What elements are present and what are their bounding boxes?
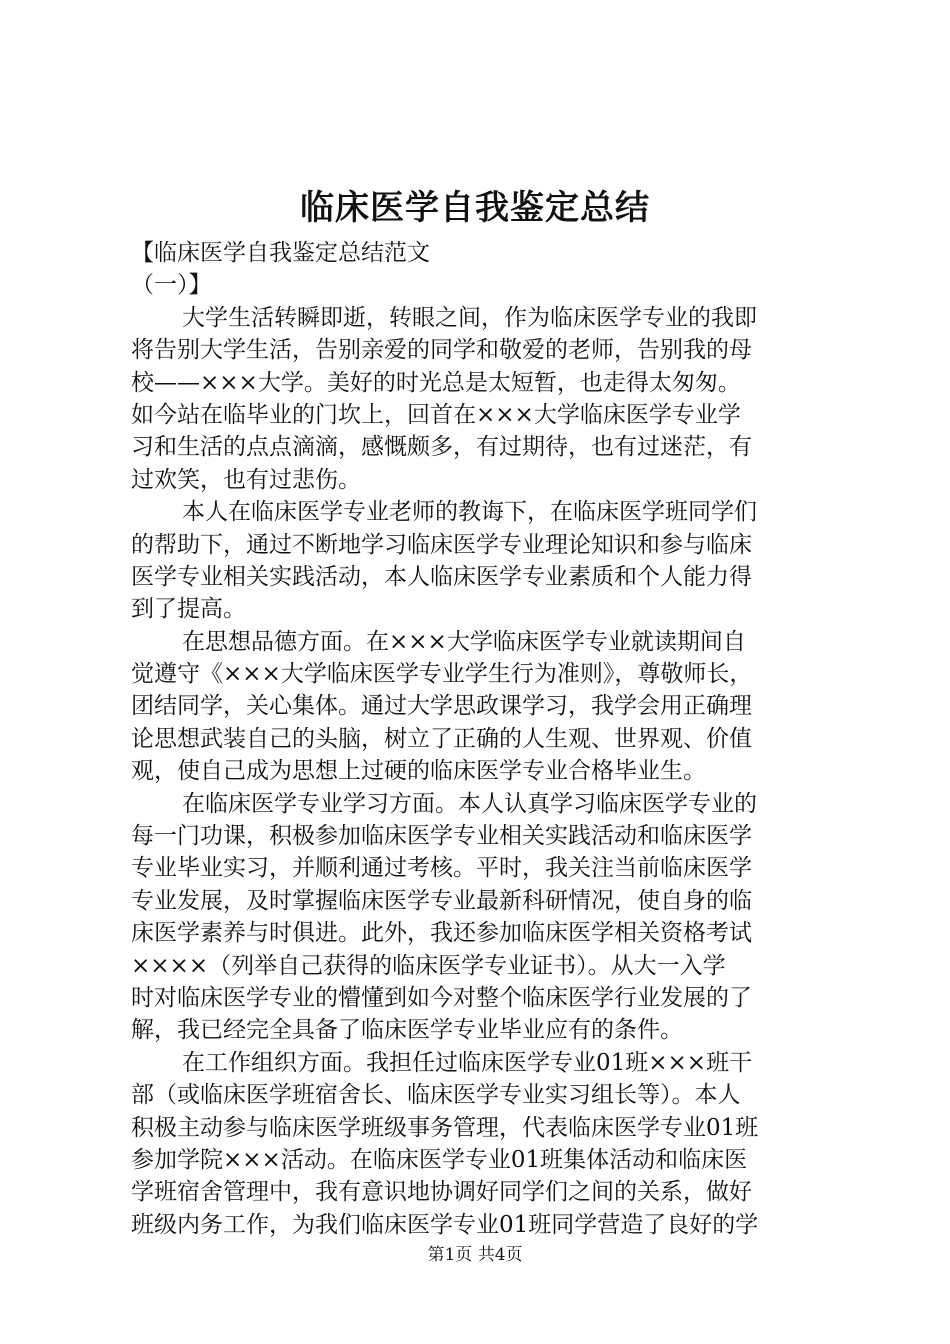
paragraph-line: 积极主动参与临床医学班级事务管理，代表临床医学专业01班	[131, 1114, 759, 1141]
paragraph-line: 校——×××大学。美好的时光总是太短暂，也走得太匆匆。	[131, 369, 741, 396]
paragraph-line: ××××（列举自己获得的临床医学专业证书）。从大一入学	[131, 952, 726, 979]
paragraph-line: 的帮助下，通过不断地学习临床医学专业理论知识和参与临床	[131, 531, 752, 558]
paragraph-line: 参加学院×××活动。在临床医学专业01班集体活动和临床医	[131, 1146, 748, 1173]
paragraph-line: 在思想品德方面。在×××大学临床医学专业就读期间自	[182, 628, 746, 655]
paragraph-line: 如今站在临毕业的门坎上，回首在×××大学临床医学专业学	[131, 401, 741, 428]
paragraph-line: 床医学素养与时俱进。此外，我还参加临床医学相关资格考试	[131, 920, 752, 947]
paragraph-line: 习和生活的点点滴滴，感慨颇多，有过期待，也有过迷茫，有	[131, 434, 752, 461]
heading-line: 【临床医学自我鉴定总结范文	[131, 240, 430, 266]
paragraph-line: 时对临床医学专业的懵懂到如今对整个临床医学行业发展的了	[131, 984, 752, 1011]
document-body	[131, 237, 835, 1241]
heading-line: （一）】	[131, 272, 212, 299]
paragraph-line: 部（或临床医学班宿舍长、临床医学专业实习组长等）。本人	[131, 1082, 741, 1109]
paragraph-line: 医学专业相关实践活动，本人临床医学专业素质和个人能力得	[131, 563, 752, 590]
paragraph-line: 在临床医学专业学习方面。本人认真学习临床医学专业的	[182, 790, 757, 817]
paragraph-line: 班级内务工作，为我们临床医学专业01班同学营造了良好的学	[131, 1211, 759, 1238]
paragraph-line: 本人在临床医学专业老师的教诲下，在临床医学班同学们	[182, 499, 757, 526]
paragraph-line: 过欢笑，也有过悲伤。	[131, 466, 361, 493]
paragraph-line: 将告别大学生活，告别亲爱的同学和敬爱的老师，告别我的母	[131, 337, 752, 364]
paragraph-line: 专业毕业实习，并顺利通过考核。平时，我关注当前临床医学	[131, 855, 752, 882]
paragraph-line: 学班宿舍管理中，我有意识地协调好同学们之间的关系，做好	[131, 1179, 752, 1206]
paragraph-line: 在工作组织方面。我担任过临床医学专业01班×××班干	[182, 1049, 753, 1076]
paragraph-line: 到了提高。	[131, 596, 246, 623]
paragraph-line: 观，使自己成为思想上过硬的临床医学专业合格毕业生。	[131, 758, 706, 785]
paragraph-line: 解，我已经完全具备了临床医学专业毕业应有的条件。	[131, 1017, 683, 1044]
document-title: 临床医学自我鉴定总结	[300, 188, 650, 228]
paragraph-line: 论思想武装自己的头脑，树立了正确的人生观、世界观、价值	[131, 725, 752, 752]
paragraph-line: 觉遵守《×××大学临床医学专业学生行为准则》，尊敬师长，	[131, 661, 753, 688]
paragraph-line: 每一门功课，积极参加临床医学专业相关实践活动和临床医学	[131, 823, 752, 850]
paragraph-line: 大学生活转瞬即逝，转眼之间，作为临床医学专业的我即	[182, 304, 757, 331]
paragraph-line: 专业发展，及时掌握临床医学专业最新科研情况，使自身的临	[131, 887, 752, 914]
page-footer: 第1页 共4页	[427, 1245, 523, 1265]
paragraph-line: 团结同学，关心集体。通过大学思政课学习，我学会用正确理	[131, 693, 752, 720]
